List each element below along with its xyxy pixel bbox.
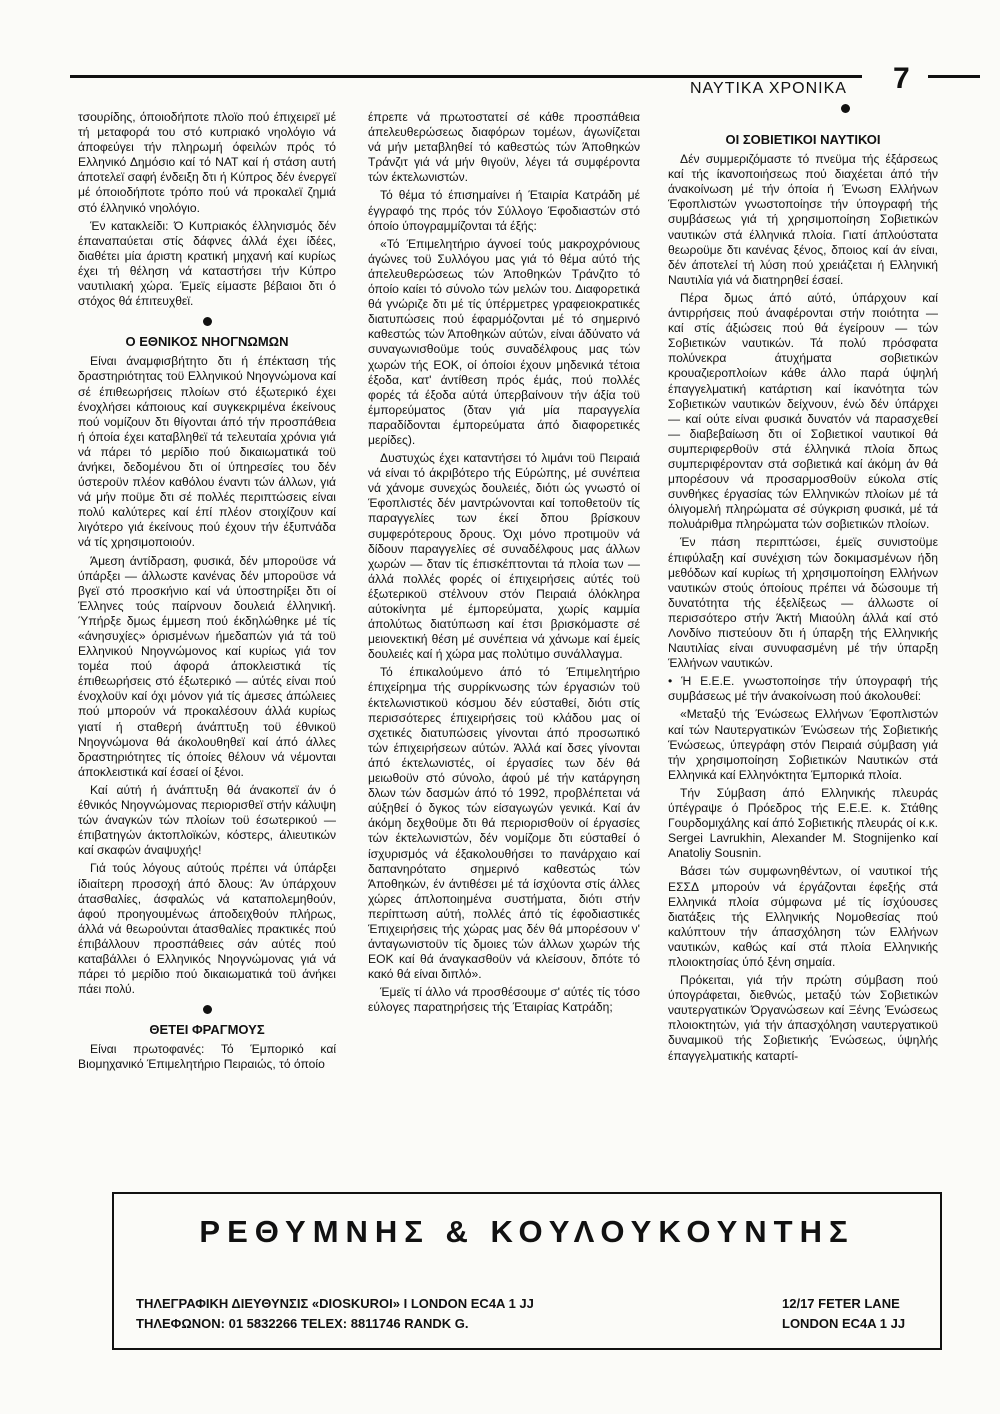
col1-paragraph: Έν κατακλείδι: Ό Κυπριακός έλληνισμός δέν έπαναπαύεται στίς δάφνες άλλά έχει ίδέες, διαθέτει μία άριστη κρατική μηχανή καί κυρίως έχει τή θέληση νά καταστήσει τήν Κύπρο ναυτιλιακή χώρα. Έμεϊς είμαστε βέβαιοι δτι ό στόχος θά έπιτευχθεϊ. <box>78 218 336 309</box>
col3-paragraph: Έν πάση περιπτώσει, έμεϊς συνιστοϋμε έπιφύλαξη καί συνέχιση τών δοκιμασμένων ήδη μεθόδων καί κυρίως τή χρησιμοποίηση Ελλήνων ναυτικών στούς όποίους πρέπει νά δώσουμε τή δυνατότητα τής έξελίξεως — άλλωστε οί περισσότερο στήν Άκτή Μιαούλη άλλά καί στό Λονδίνο πιστεύουν δτι ή ύπαρξη τής Ελληνικής Ναυτιλίας είναι συνυφασμένη μέ τήν ύπαρξη Έλλήνων ναυτικών. <box>668 535 938 671</box>
column-3 <box>668 124 938 1067</box>
col1-paragraph: Γιά τούς λόγους αύτούς πρέπει νά ύπάρξει ίδιαίτερη προσοχή άπό δλους: Άν ύπάρχουν άτασθαλίες, άσφαλώς νά καταπολεμηθούν, άφού προηγουμένως άποδειχθούν πλήρως, άλλά νά θεωρούνται άτασθαλίες πρακτικές πού έπιβάλλουν προσπάθειες σάν αύτές πού καταβάλλει ό Ελληνικός Νηογνώμονας γιά νά πάρει τό μερίδιο πού δικαιωματικά τοϋ άνήκει πάει πολύ. <box>78 861 336 997</box>
col2-paragraph: Έμεϊς τί άλλο νά προσθέσουμε σ' αύτές τίς τόσο εύλογες παρατηρήσεις τής Έταιρίας Κατράδη; <box>368 985 640 1015</box>
col3-paragraph: «Μεταξύ τής Ένώσεως Ελλήνων Έφοπλιστών καί τών Ναυτεργατικών Ένώσεων τής Σοβιετικής Ένώσεως, ύπεγράφη στόν Πειραιά σύμβαση γιά τήν χρησιμοποίηση Σοβιετικών Ναυτικών στά Ελληνικά καί Ελληνόκτητα Έμπορικά πλοία. <box>668 707 938 782</box>
col3-paragraph: Δέν συμμεριζόμαστε τό πνεϋμα τής έξάρσεως καί τής ίκανοποιήσεως πού διαχέεται άπό τήν άνακοίνωση μέ τήν όποία ή Ένωση Ελλήνων Έφοπλιστών γνωστοποίησε τήν ύπογραφή τής συμβάσεως γιά τή χρησιμοποίηση Σοβιετικών ναυτικών στά έλληνικά πλοία. Γιατί άπλούστατα θεωροϋμε δτι κανένας ξένος, δποιος καί άν είναι, δέν άποτελεί τή λύση πού χρειάζεται ή Ελληνική Ναυτιλία γιά νά διατηρηθεί έσαεί. <box>668 152 938 287</box>
ad-address-line2: LONDON EC4A 1 JJ <box>782 1316 906 1331</box>
header-rule-left <box>70 75 862 78</box>
heading-ethnikos-nhognomon: Ο ΕΘΝΙΚΟΣ ΝΗΟΓΝΩΜΩΝ <box>125 334 289 350</box>
header-rule-right <box>928 75 980 78</box>
heading-thetei-fragmous: ΘΕΤΕΙ ΦΡΑΓΜΟΥΣ <box>149 1022 265 1038</box>
ad-telegraph-address: ΤΗΛΕΓΡΑΦΙΚΗ ΔΙΕΥΘΥΝΣΙΣ «DIOSKUROI» I LONDON EC4A 1 JJ <box>136 1296 534 1311</box>
ad-address <box>782 1294 905 1334</box>
header-bullet <box>841 104 850 113</box>
section-name: ΝΑΥΤΙΚΑ ΧΡΟΝΙΚΑ <box>690 80 847 97</box>
ad-address-line1: 12/17 FETER LANE <box>782 1296 900 1311</box>
ad-contact <box>136 1294 534 1334</box>
col3-paragraph: • Ή Ε.Ε.Ε. γνωστοποίησε τήν ύπογραφή τής συμβάσεως μέ τήν άνακοίνωση πού άκολουθεί: <box>668 674 938 704</box>
col3-paragraph: Τήν Σύμβαση άπό Ελληνικής πλευράς ύπέγραψε ό Πρόεδρος τής Ε.Ε.Ε. κ. Στάθης Γουρδομιχάλης καί άπό Σοβιετικής πλευράς οί κ.κ. Sergei Lavrukhin, Alexander M. Stognijenko καί Anatoliy Sousnin. <box>668 785 938 861</box>
page-number: 7 <box>893 62 910 95</box>
ad-phone-telex: ΤΗΛΕΦΩΝΟΝ: 01 5832266 TELEX: 8811746 RANDK G. <box>136 1316 469 1331</box>
col2-paragraph: Τό έπικαλούμενο άπό τό Έπιμελητήριο έπιχείρημα τής συρρίκνωσης τών έργασιών τοϋ έκτελωνιστικοϋ κόσμου δέν εύσταθεί, διότι στίς περισσότερες έπιχειρήσεις τοϋ κλάδου μας οί σχετικές διατυπώσεις γίνονται άπό προσωπικό τών έπιχειρήσεων αύτών. Άλλά καί δσες γίνονται άπό έκτελωνιστές, οί έργασίες των δέν θά μειωθοϋν στό σύνολο, άφού μέ τήν κατάργηση δλων τών δασμών άπό τό 1992, προβλέπεται νά αύξηθεί ό δγκος τών είσαγωγών γενικά. Καί άν άκόμη δεχθοϋμε δτι θά περιορισθοϋν οί έργασίες τών έκτελωνιστών, δέν νομίζομε δτι εύσταθεί ό ίσχυρισμός νά έξακολουθήσει το πανάρχαιο καί δαπανηρότατο σημερινό καθεστώς τών Άποθηκών, έν άντιθέσει μέ τά ίσχύοντα στίς άλλες χώρες άπλοποιημένα συστήματα, διότι στήν περίπτωση αύτή, πολλές άπό τίς έφοδιαστικές Έπιχειρήσεις τής χώρας μας δέν θά μπορέσουν ν' άνταγωνιστοϋν τίς δμοιες τών άλλων χωρών τής ΕΟΚ καί θά άναγκασθοϋν νά κλείσουν, δπότε τό κακό θά είναι διπλό». <box>368 665 640 982</box>
col3-paragraph: Βάσει τών συμφωνηθέντων, οί ναυτικοί τής ΕΣΣΔ μπορούν νά έργάζονται έφεξής στά Ελληνικά πλοία σύμφωνα μέ τίς ίσχύουσες διατάξεις τής Ελληνικής Νομοθεσίας πού καλύπτουν τήν άπασχόληση τών Ελλήνων ναυτικών, καθώς καί στά πλοία Ελληνικής πλοιοκτησίας ύπό ξένη σημαία. <box>668 864 938 969</box>
advertisement-box <box>112 1192 942 1350</box>
col3-paragraph: Πέρα δμως άπό αύτό, ύπάρχουν καί άντιρρήσεις πού άναφέρονται στήν ποιότητα — καί στίς άξιώσεις πού θά έγείρουν — τών Σοβιετικών ναυτικών. Τά πολύ πρόσφατα πολύνεκρα άτυχήματα σοβιετικών κρουαζιεροπλοίων κάθε άλλο παρά ύψηλή έπαγγελματική κατάρτιση καί ίκανότητα τών Σοβιετικών ναυτικών δείχνουν, ένώ δέν ύπάρχει — καί ούτε είναι φυσικά δυνατόν νά παρασχεθεί — διαβεβαίωση δτι οί Σοβιετικοί ναυτικοί θά συμπεριφερθοϋν στά έλληνικά πλοία δπως συμπεριφέρονταν στά σοβιετικά καί άκόμη άν θά μπορέσουν νά προσαρμοσθοϋν εύκολα στίς συνθήκες έργασίας τών Ελληνικών πλοίων μέ τά όλιγομελή πληρώματα σέ σύγκριση φυσικά, μέ τά πολυάριθμα πληρώματα τών σοβιετικών πλοίων. <box>668 290 938 532</box>
col1-paragraph: Είναι πρωτοφανές: Τό Έμπορικό καί Βιομηχανικό Έπιμελητήριο Πειραιώς, τό όποίο <box>78 1042 336 1072</box>
ad-company-name: ΡΕΘΥΜΝΗΣ & ΚΟΥΛΟΥΚΟΥΝΤΗΣ <box>199 1214 855 1249</box>
column-1 <box>78 110 336 1076</box>
col2-paragraph: «Τό Έπιμελητήριο άγνοεί τούς μακροχρόνιους άγώνες τοϋ Συλλόγου μας γιά τό θέμα αύτό τής άπελευθερώσεως τών Άποθηκών Τράνζιτο τό όποίο καίει τό σύνολο τών μελών του. Διαφορετικά θά γνώριζε δτι μέ τίς ύπέρμετρες γραφειοκρατικές διατυπώσεις πού έφαρμόζονται μέ τό σημερινό καθεστώς τών Άποθηκών αύτών, είναι άδύνατο νά συναγωνισθοϋμε τούς συναδέλφους μας τών χωρών τής ΕΟΚ, οί όποίοι έχουν μηδενικά τέτοια έξοδα, κατ' άντίθεση πρός έμάς, πού πολλές φορές τά έξοδα αύτά ύπερβαίνουν τήν άξία τοϋ έμπορεύματος (δταν γιά μία παραγγελία παραδίδονται έμπορεύματα άπό διαφορετικές μερίδες). <box>368 236 640 447</box>
col2-paragraph: Τό θέμα τό έπισημαίνει ή Έταιρία Κατράδη μέ έγγραφό της πρός τόν Σύλλογο Έφοδιαστών στό όποίο ύπογραμμίζονται τά έξής: <box>368 188 640 233</box>
col1-paragraph: Καί αύτή ή άνάπτυξη θά άνακοπεϊ άν ό έθνικός Νηογνώμονας περιορισθεϊ στήν κάλυψη τών άναγκών τών πλοίων τοϋ έσωτερικού — έπιβατηγών άκτοπλοϊκών, κόστερς, άλιευτικών καί σκαφών άναψυχής! <box>78 782 336 858</box>
col3-paragraph: Πρόκειται, γιά τήν πρώτη σύμβαση πού ύπογράφεται, διεθνώς, μεταξύ τών Σοβιετικών ναυτεργατικών Όργανώσεων καί Ξένης Ένώσεως πλοιοκτητών, γιά τήν άπασχόληση ναυτεργατικοϋ δυναμικοϋ τής Σοβιετικής Ένώσεως, ύψηλής έπαγγελματικής καταρτί- <box>668 973 938 1063</box>
col1-paragraph: Άμεση άντίδραση, φυσικά, δέν μποροϋσε νά ύπάρξει — άλλωστε κανένας δέν μποροϋσε νά βγεϊ στό προσκήνιο καί νά ύποστηρίξει δτι οί Έλληνες τούς παίρνουν δουλειά έλληνική. Ύπήρξε δμως έμμεση πού έκδηλώθηκε μέ τίς «άνησυχίες» όρισμένων ήμεδαπών γιά τά τοϋ Ελληνικού Νηογνώμονος καί κυρίως γιά τον τομέα πού άφορά άποκλειστικά τίς έπιθεωρήσεις στό έξωτερικό — αύτές είναι πού ένοχλοϋν καί όχι μόνον γιά τίς άμεσες άπώλειες πού μπορούν νά προκαλέσουν άλλά κυρίως γιατί ή σταθερή άνάπτυξη τοϋ έθνικοϋ Νηογνώμονα θά άκολουθηθεϊ καί άπό άλλες δραστηριότητες τίς όποίες θέλουν νά νέμονται άποκλειστικά καί έσαεί οί ξένοι. <box>78 553 336 779</box>
col1-paragraph: Είναι άναμφισβήτητο δτι ή έπέκταση τής δραστηριότητας τοϋ Ελληνικού Νηογνώμονα καί σέ έπιθεωρήσεις πλοίων στό έξωτερικό έχει ένοχλήσει κάποιους καί συγκεκριμένα έκείνους πού νομίζουν δτι θίγονται άπό τήν προσπάθεια ή όποία έχει καταβληθεϊ τά τελευταία χρόνια γιά νά πάρει τό μερίδιο πού δικαιωματικά τοϋ άνήκει, δεδομένου δτι οί ύπηρεσίες του δέν ύστεροϋν πλέον καθόλου έναντι τών άλλων, γιά νά μήν ποϋμε δτι σέ πολλές περιπτώσεις είναι πολύ καλύτερες καί έπί πλέον στοιχίζουν καί λιγότερο γιά έκείνους πού έχουν τήν έξυπνάδα νά τίς χρησιμοποιούν. <box>78 354 336 550</box>
col2-paragraph: Δυστυχώς έχει καταντήσει τό λιμάνι τοϋ Πειραιά νά είναι τό άκριβότερο τής Εύρώπης, μέ συνέπεια νά χάνομε συνεχώς δουλειές, διότι ώς γνωστό οί Έφοπλιστές δέν μαντρώνονται καί τοποθετοϋν τίς παραγγελίες των έκεί δπου βρίσκουν συμφερότερους δρους. Όχι μόνο προτιμοϋν νά δίδουν παραγγελίες σέ συναδέλφους μας άλλων χωρών — δταν τίς έπισκέπτονται τά πλοία των — άλλά πολλές φορές οί έπιχειρήσεις αύτές τοϋ έξωτερικοϋ στέλνουν στόν Πειραιά όλόκληρα αύτοκίνητα μέ έμπορεύματα, χωρίς καμμία άπολύτως διατύπωση καί έτσι βρισκόμαστε σέ μειονεκτική θέση μέ συνέπεια νά χάνωμε καί έμείς δουλειές καί ή χώρα μας πολύτιμο συνάλλαγμα. <box>368 451 640 662</box>
heading-sovietikoi-nautikoi: ΟΙ ΣΟΒΙΕΤΙΚΟΙ ΝΑΥΤΙΚΟΙ <box>725 132 881 147</box>
section-bullet <box>203 1005 212 1014</box>
col2-paragraph: έπρεπε νά πρωτοστατεί σέ κάθε προσπάθεια άπελευθερώσεως διαφόρων τομέων, άγωνίζεται νά μήν μεταβληθεί τό καθεστώς τών Άποθηκών Τράνζιτ γιά νά μήν θιγοϋν, λέγει τά συμφέροντα τών έκτελωνιστών. <box>368 110 640 185</box>
section-bullet <box>203 317 212 326</box>
col1-paragraph: τσουρίδης, όποιοδήποτε πλοϊο πού έπιχειρεϊ μέ τή μεταφορά του στό κυπριακό νηολόγιο νά άποφεύγει τήν πληρωμή όφειλών πρός τό Ελληνικό Δημόσιο καί τό NAT καί ή στάση αυτή άποτελεϊ σαφή ένδειξη δτι ή Κύπρος δέν ένεργεϊ μέ όποιοδήποτε τρόπο πού νά προκαλεϊ ζημιά στό έλληνικό νηολόγιο. <box>78 110 336 215</box>
column-2 <box>368 110 640 1019</box>
